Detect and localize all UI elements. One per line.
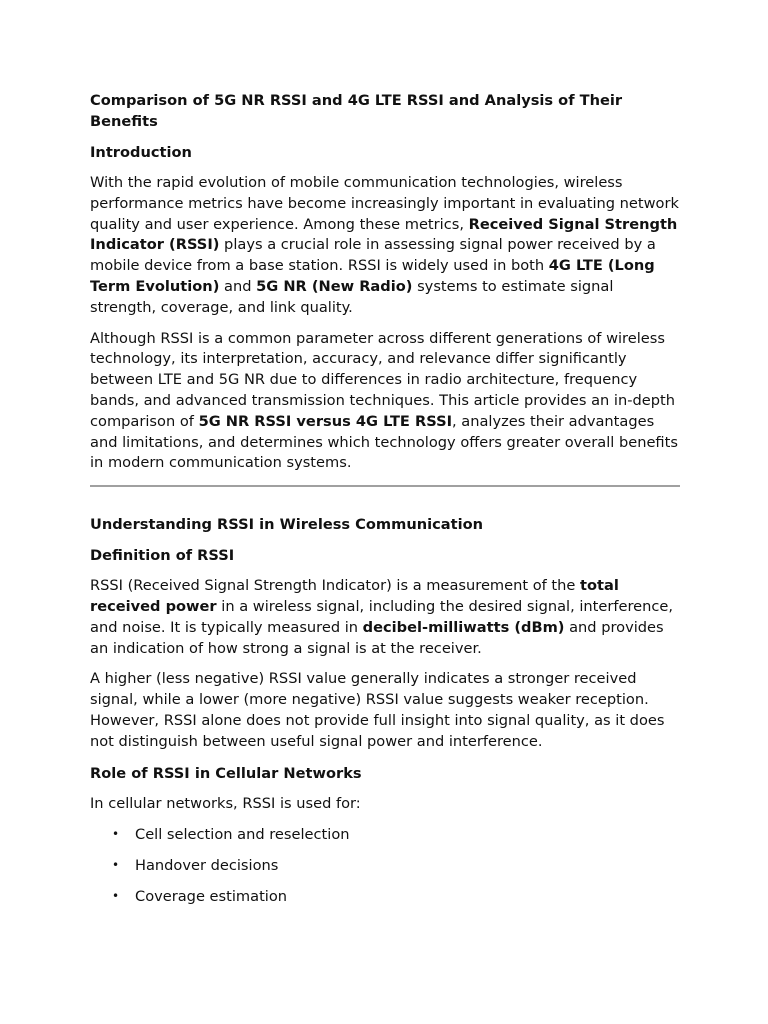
list-item-text: Cell selection and reselection	[135, 826, 350, 844]
bold-text-run: total received power	[90, 577, 619, 615]
role-list	[90, 824, 680, 907]
text-run: In cellular networks, RSSI is used for:	[90, 794, 361, 812]
bullet-icon: •	[112, 889, 120, 904]
bullet-icon: •	[112, 827, 120, 842]
text-run: RSSI (Received Signal Strength Indicator) is a measurement of the	[90, 577, 581, 595]
text-run: A higher (less negative) RSSI value generally indicates a stronger received signal, while a lower (more negative) RSSI value suggests weaker reception. However, RSSI alone does not provide full insight into signal quality, as it does not distinguish between useful signal power and interference.	[90, 670, 665, 750]
text-run: , analyzes their advantages and limitations, and determines which technology offers greater overall benefits in modern communication systems.	[90, 412, 678, 472]
understanding-rssi-heading: Understanding RSSI in Wireless Communication	[90, 516, 484, 534]
list-item	[90, 855, 680, 876]
list-item-text: Coverage estimation	[135, 888, 288, 906]
bold-text-run: decibel-milliwatts (dBm)	[362, 618, 565, 636]
text-run: and provides an indication of how strong a signal is at the receiver.	[90, 618, 664, 657]
role-heading: Role of RSSI in Cellular Networks	[90, 764, 362, 782]
text-run: in a wireless signal, including the desired signal, interference, and noise. It is typically measured in	[90, 597, 674, 636]
definition-paragraph-1	[90, 576, 680, 659]
section-divider	[90, 485, 680, 487]
definition-heading: Definition of RSSI	[90, 547, 235, 565]
bold-text-run: 5G NR (New Radio)	[256, 277, 413, 295]
bold-text-run: Received Signal Strength Indicator (RSSI)	[90, 215, 678, 254]
definition-paragraph-2	[90, 669, 680, 752]
introduction-paragraph-1	[90, 173, 680, 319]
bullet-icon: •	[112, 858, 120, 873]
document-title: Comparison of 5G NR RSSI and 4G LTE RSSI and Analysis of Their Benefits	[90, 92, 623, 130]
text-run: systems to estimate signal strength, coverage, and link quality.	[90, 277, 614, 316]
role-intro-paragraph	[90, 794, 680, 815]
document-page	[90, 90, 680, 917]
bold-text-run: 4G LTE (Long Term Evolution)	[90, 257, 655, 295]
list-item	[90, 824, 680, 845]
bold-text-run: 5G NR RSSI versus 4G LTE RSSI	[198, 412, 453, 430]
text-run: Although RSSI is a common parameter across different generations of wireless technology, its interpretation, accuracy, and relevance differ significantly between LTE and 5G NR due to differences in radio architecture, frequency bands, and advanced transmission techniques. This article provides an in-depth comparison of	[90, 329, 675, 430]
introduction-heading: Introduction	[90, 144, 192, 161]
introduction-paragraph-2	[90, 329, 680, 475]
list-item	[90, 886, 680, 907]
text-run: With the rapid evolution of mobile communication technologies, wireless performance metrics have become increasingly important in evaluating network quality and user experience. Among these metrics,	[90, 174, 679, 233]
text-run: plays a crucial role in assessing signal power received by a mobile device from a base station. RSSI is widely used in both	[90, 236, 656, 275]
text-run: and	[219, 277, 257, 295]
list-item-text: Handover decisions	[135, 857, 279, 875]
